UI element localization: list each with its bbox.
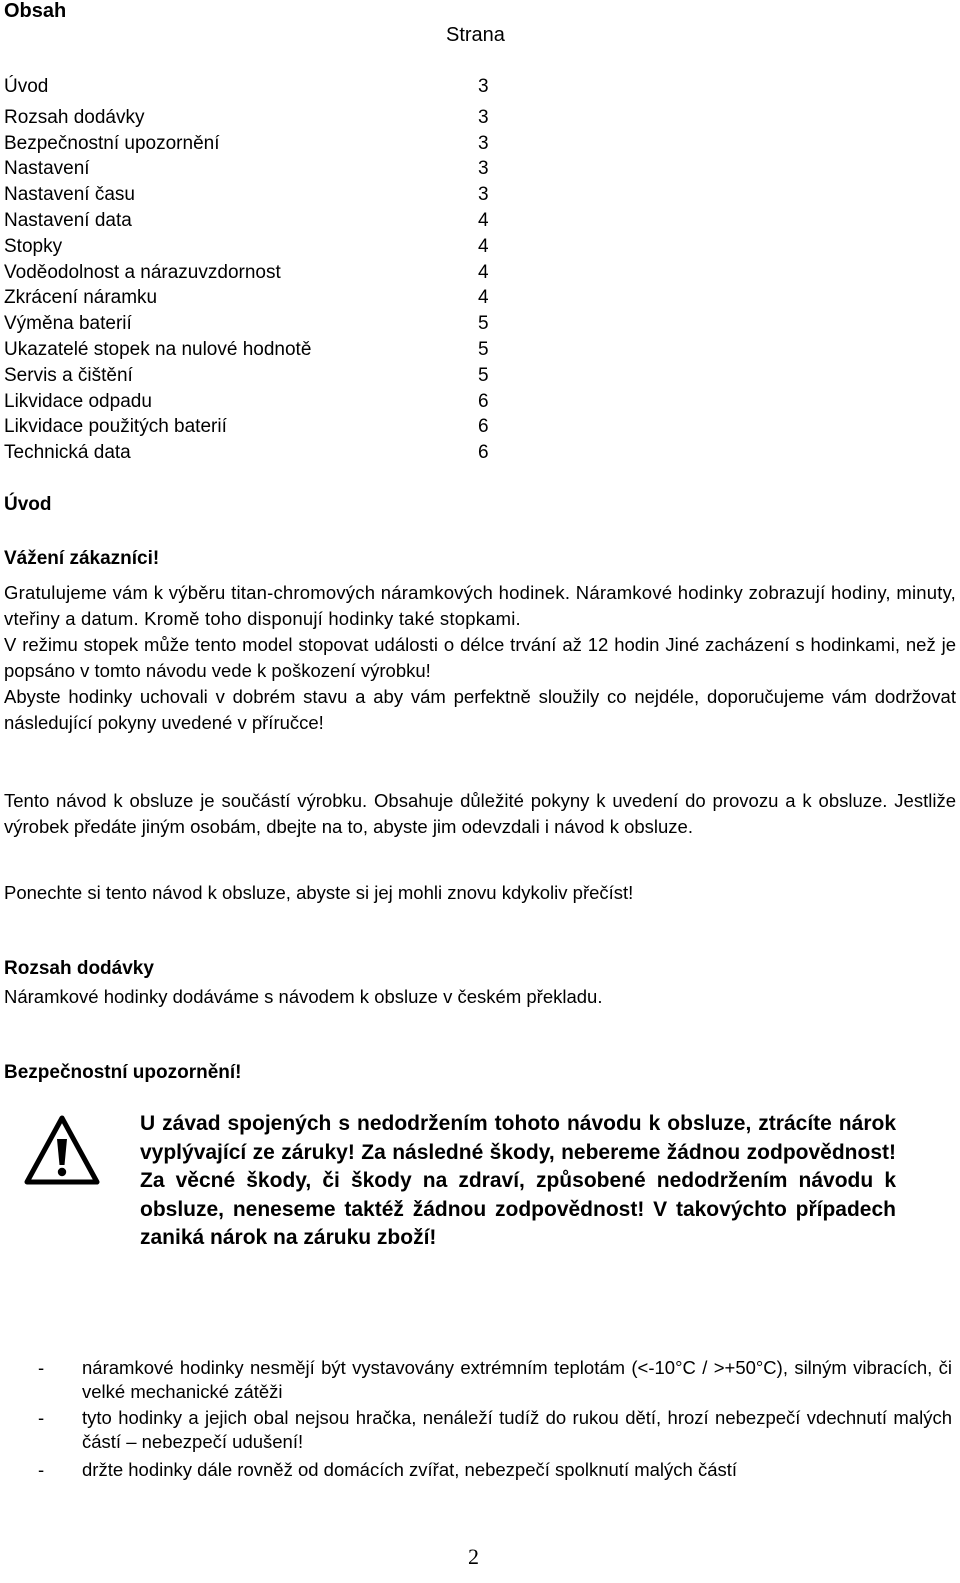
- list-item: [38, 1406, 952, 1454]
- table-of-contents: [4, 74, 494, 466]
- toc-entry-page: 5: [478, 313, 489, 335]
- toc-entry-label: Úvod: [4, 76, 49, 97]
- bullet-text: držte hodinky dále rovněž od domácích zvířat, nebezpečí spolknutí malých částí: [82, 1459, 738, 1480]
- toc-entry-label: Likvidace použitých baterií: [4, 416, 227, 438]
- toc-entry-label: Nastavení data: [4, 209, 132, 231]
- toc-entry: [4, 363, 494, 389]
- toc-entry-label: Stopky: [4, 235, 63, 257]
- toc-entry-page: 3: [478, 158, 489, 180]
- bullet-dash: -: [38, 1357, 45, 1378]
- delivery-heading: Rozsah dodávky: [4, 958, 154, 979]
- toc-entry: [4, 208, 494, 234]
- page-number: 2: [468, 1544, 479, 1569]
- intro-paragraph: Ponechte si tento návod k obsluze, abyste si jej mohli znovu kdykoliv přečíst!: [4, 882, 634, 903]
- toc-entry-label: Voděodolnost a nárazuvzdornost: [4, 261, 281, 283]
- bullet-dash: -: [38, 1407, 45, 1428]
- toc-entry-label: Nastavení: [4, 158, 90, 180]
- toc-entry-label: Ukazatelé stopek na nulové hodnotě: [4, 338, 312, 360]
- toc-entry: [4, 156, 494, 182]
- toc-entry-label: Zkrácení náramku: [4, 287, 158, 309]
- toc-entry-page: 5: [478, 364, 489, 386]
- toc-entry-page: 3: [478, 184, 489, 206]
- toc-entry-page: 4: [478, 261, 489, 283]
- toc-entry: [4, 234, 494, 260]
- intro-salutation: Vážení zákazníci!: [4, 548, 160, 569]
- toc-page-header: Strana: [446, 24, 505, 46]
- toc-entry-page: 4: [478, 287, 489, 309]
- toc-entry-page: 6: [478, 390, 489, 412]
- toc-entry-page: 4: [478, 235, 489, 257]
- intro-paragraph: Abyste hodinky uchovali v dobrém stavu a aby vám perfektně sloužily co nejdéle, doporučujeme vám dodržovat následující pokyny uvedené v příručce!: [4, 686, 956, 733]
- toc-entry-page: 5: [478, 338, 489, 360]
- toc-entry-label: Nastavení času: [4, 184, 135, 206]
- intro-paragraph: Tento návod k obsluze je součástí výrobku. Obsahuje důležité pokyny k uvedení do provozu a k obsluze. Jestliže výrobek předáte jiným osobám, dbejte na to, abyste jim odevzdali i návod k obsluze.: [4, 790, 956, 837]
- bullet-dash: -: [38, 1459, 45, 1480]
- intro-paragraph: V režimu stopek může tento model stopovat události o délce trvání až 12 hodin Jiné zacházení s hodinkami, než je popsáno v tomto návodu vede k poškození výrobku!: [4, 634, 956, 681]
- toc-title: Obsah: [4, 0, 67, 22]
- toc-entry: [4, 131, 494, 157]
- intro-paragraph: Gratulujeme vám k výběru titan-chromových náramkových hodinek. Náramkové hodinky zobrazují hodiny, minuty, vteřiny a datum. Kromě toho disponují hodinky také stopkami.: [4, 582, 956, 629]
- toc-entry: [4, 311, 494, 337]
- bullet-text: tyto hodinky a jejich obal nejsou hračka, nenáleží tudíž do rukou dětí, hrozí nebezpečí vdechnutí malých částí – nebezpečí udušení!: [82, 1407, 952, 1452]
- toc-entry: [4, 285, 494, 311]
- list-item: [38, 1356, 952, 1404]
- toc-entry: [4, 414, 494, 440]
- toc-entry: [4, 260, 494, 286]
- toc-entry-page: 4: [478, 209, 489, 231]
- delivery-text: Náramkové hodinky dodáváme s návodem k obsluze v českém překladu.: [4, 986, 603, 1007]
- toc-entry: [4, 440, 494, 466]
- toc-entry-label: Technická data: [4, 442, 131, 464]
- warning-text: U závad spojených s nedodržením tohoto návodu k obsluze, ztrácíte nárok vyplývající ze záruky! Za následné škody, nebereme žádnou zodpovědnost! Za věcné škody, či škody na zdraví, způsobené nedodržením návodu k obsluze, neneseme taktéž žádnou zodpovědnost! V takovýchto případech zaniká nárok na záruku zboží!: [140, 1112, 896, 1250]
- toc-entry-page: 6: [478, 442, 489, 464]
- intro-heading: Úvod: [4, 494, 52, 515]
- list-item: [38, 1458, 952, 1482]
- toc-entry-page: 3: [478, 132, 489, 154]
- toc-entry-label: Servis a čištění: [4, 364, 133, 386]
- bullet-text: náramkové hodinky nesmějí být vystavovány extrémním teplotám (<-10°C / >+50°C), silným vibracích, či velké mechanické zátěži: [82, 1357, 952, 1402]
- toc-entry: [4, 105, 494, 131]
- toc-entry: [4, 337, 494, 363]
- toc-entry-label: Likvidace odpadu: [4, 390, 152, 412]
- safety-heading: Bezpečnostní upozornění!: [4, 1062, 242, 1083]
- toc-entry: [4, 74, 494, 100]
- toc-entry-page: 3: [478, 106, 489, 128]
- toc-entry-label: Rozsah dodávky: [4, 106, 145, 128]
- toc-entry-label: Výměna baterií: [4, 313, 132, 335]
- toc-entry: [4, 389, 494, 415]
- warning-triangle-icon: [24, 1115, 100, 1185]
- toc-entry-page: 3: [478, 76, 489, 97]
- toc-entry: [4, 182, 494, 208]
- toc-entry-page: 6: [478, 416, 489, 438]
- toc-entry-label: Bezpečnostní upozornění: [4, 132, 220, 154]
